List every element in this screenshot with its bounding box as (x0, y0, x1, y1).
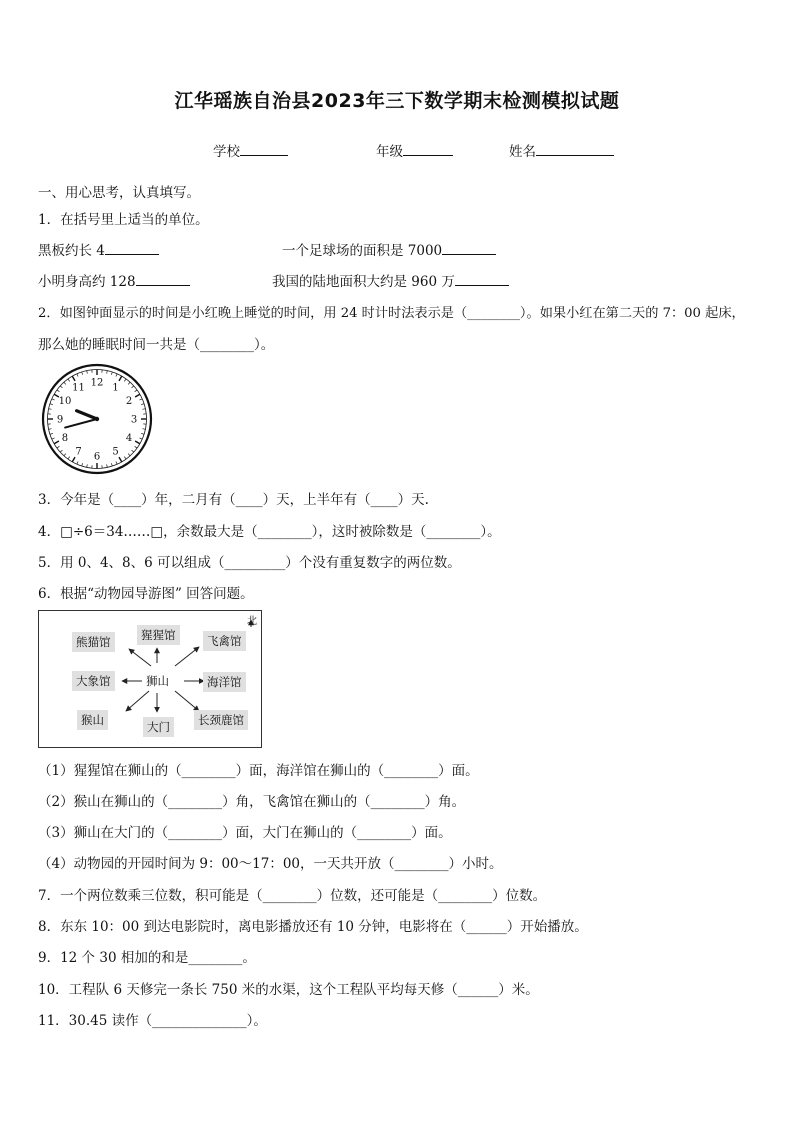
question-1b (282, 239, 496, 259)
name-blank[interactable] (536, 141, 614, 156)
grade-blank[interactable] (403, 141, 453, 156)
clock-number: 3 (130, 414, 138, 426)
question-1-stem: 1．在括号里上适当的单位。 (38, 212, 209, 228)
map-elephant-house: 大象馆 (72, 671, 115, 691)
map-lion-hill: 狮山 (146, 674, 169, 688)
grade-field (376, 140, 453, 160)
name-field (509, 140, 614, 160)
question-1c (38, 270, 190, 290)
question-1d (272, 270, 509, 290)
question-3: 3．今年是（____）年，二月有（____）天，上半年有（____）天. (38, 492, 429, 508)
clock-number: 5 (112, 446, 119, 458)
question-2-line1: 2．如图钟面显示的时间是小红晚上睡觉的时间，用 24 时计时法表示是（________）。如果小红在第二天的 7：00 起床， (38, 306, 745, 321)
question-5: 5．用 0、4、8、6 可以组成（_________）个没有重复数字的两位数。 (38, 555, 461, 571)
question-1a-text: 黑板约长 4 (38, 243, 105, 259)
question-10: 10．工程队 6 天修完一条长 750 米的水渠，这个工程队平均每天修（______）米。 (38, 982, 539, 998)
question-1c-text: 小明身高约 128 (38, 274, 136, 290)
school-label: 学校 (213, 144, 240, 160)
question-6-sub1: （1）猩猩馆在狮山的（________）面，海洋馆在狮山的（________）面。 (38, 763, 479, 779)
clock-number: 2 (125, 396, 133, 407)
question-4: 4．□÷6＝34……□，余数最大是（________），这时被除数是（________）。 (38, 524, 501, 540)
question-1a (38, 239, 159, 259)
question-6-stem: 6．根据“动物园导游图” 回答问题。 (38, 586, 254, 602)
question-2-line2: 那么她的睡眠时间一共是（________）。 (38, 337, 275, 353)
clock-number: 11 (72, 382, 85, 394)
answer-blank[interactable] (105, 240, 159, 255)
map-orangutan-house: 猩猩馆 (137, 625, 180, 645)
arrow-northeast (175, 647, 199, 666)
clock-number: 7 (75, 446, 82, 458)
map-giraffe-house: 长颈鹿馆 (194, 710, 248, 730)
answer-blank[interactable] (442, 240, 496, 255)
map-gate: 大门 (143, 717, 174, 737)
school-field (213, 140, 288, 160)
arrow-northwest (129, 649, 151, 666)
question-8: 8．东东 10：00 到达电影院时，离电影播放还有 10 分钟，电影将在（______）开始播放。 (38, 919, 588, 935)
question-11: 11．30.45 读作（______________）。 (38, 1013, 267, 1029)
clock-pivot (95, 417, 99, 421)
arrow-southeast (175, 691, 199, 711)
clock-number: 9 (56, 414, 64, 426)
school-blank[interactable] (240, 141, 288, 156)
question-6-sub4: （4）动物园的开园时间为 9：00～17：00，一天共开放（________）小时。 (38, 856, 503, 872)
clock-number: 1 (112, 382, 119, 394)
clock-number: 12 (90, 377, 104, 389)
section-heading: 一、用心思考，认真填写。 (38, 185, 200, 201)
clock-number: 4 (125, 433, 133, 444)
question-7: 7．一个两位数乘三位数，积可能是（________）位数，还可能是（________）位数。 (38, 888, 547, 904)
name-label: 姓名 (509, 144, 536, 160)
map-monkey-hill: 猴山 (77, 710, 108, 730)
page-title: 江华瑶族自治县2023年三下数学期末检测模拟试题 (174, 90, 620, 112)
zoo-map (38, 610, 262, 748)
question-6-sub2: （2）猴山在狮山的（________）角，飞禽馆在狮山的（________）角。 (38, 794, 466, 810)
clock-face (40, 362, 154, 476)
question-1d-text: 我国的陆地面积大约是 960 万 (272, 274, 455, 290)
map-aviary: 飞禽馆 (203, 631, 246, 651)
clock-number: 10 (58, 396, 72, 407)
grade-label: 年级 (376, 144, 403, 160)
clock-number: 6 (93, 451, 101, 463)
question-9: 9．12 个 30 相加的和是________。 (38, 950, 256, 966)
question-1b-text: 一个足球场的面积是 7000 (282, 243, 443, 259)
answer-blank[interactable] (455, 271, 509, 286)
question-6-sub3: （3）狮山在大门的（________）面，大门在狮山的（________）面。 (38, 825, 452, 841)
map-panda-house: 熊猫馆 (72, 632, 115, 652)
map-ocean-house: 海洋馆 (203, 672, 246, 692)
arrow-southwest (126, 691, 149, 711)
clock-number: 8 (61, 433, 69, 444)
answer-blank[interactable] (136, 271, 190, 286)
north-label: 北 (247, 616, 257, 627)
